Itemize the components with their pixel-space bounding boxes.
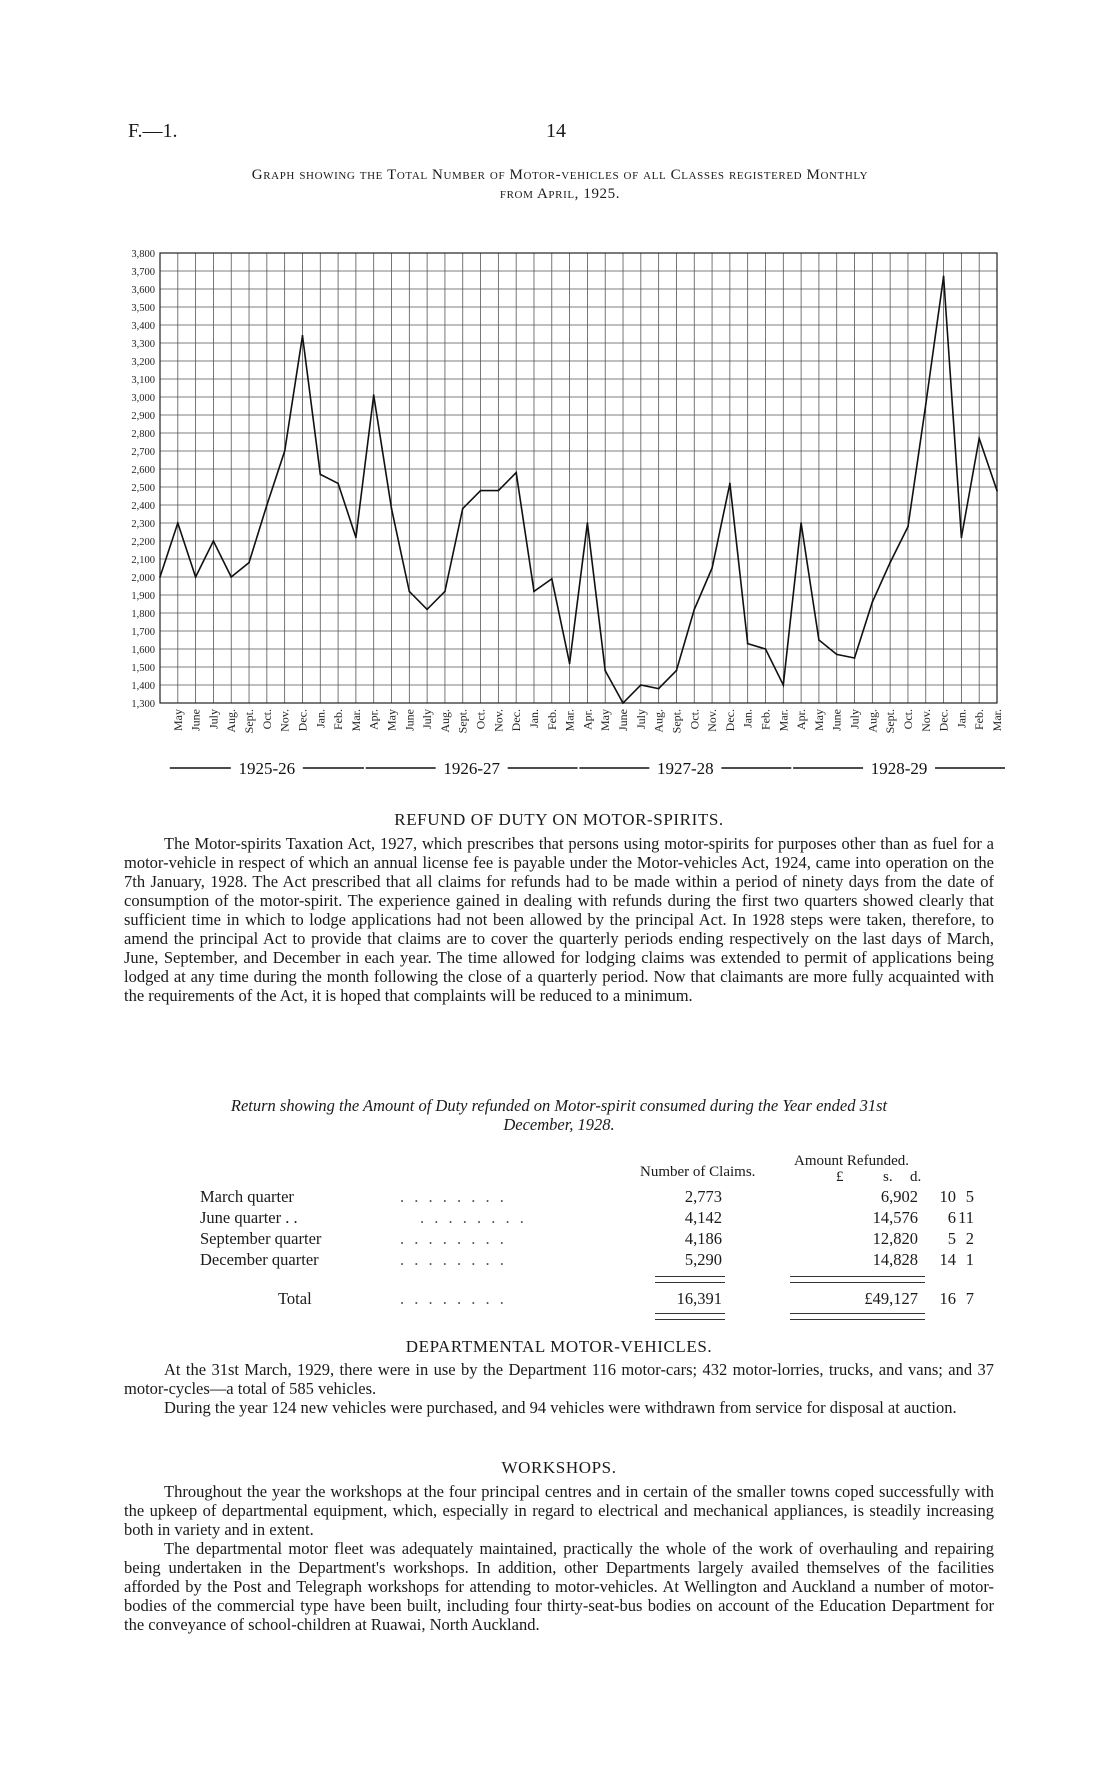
y-tick-label: 3,800 xyxy=(131,249,155,260)
x-tick-label: Mar. xyxy=(990,709,1004,732)
unit-shillings: s. xyxy=(883,1169,893,1185)
row-shillings: 14 xyxy=(939,1250,956,1269)
row-claims: 5,290 xyxy=(684,1250,722,1269)
refund-title: REFUND OF DUTY ON MOTOR-SPIRITS. xyxy=(394,810,724,829)
workshops-paragraph-1: Throughout the year the workshops at the four principal centres and in certain of the smaller towns coped successfully with the upkeep of departmental equipment, which, especially in regard to electrical and mechanical appliances, is steadily increasing both in variety and in extent. xyxy=(124,1482,994,1539)
x-tick-label: July xyxy=(633,709,648,730)
x-tick-label: Jan. xyxy=(313,709,328,728)
y-tick-label: 3,300 xyxy=(131,339,155,350)
x-tick-label: Feb. xyxy=(758,709,773,730)
return-caption-line-1: Return showing the Amount of Duty refunded on Motor-spirit consumed during the Year ended 31st xyxy=(230,1096,888,1115)
x-tick-label: Oct. xyxy=(259,709,274,730)
x-tick-label: Nov. xyxy=(705,709,720,732)
rule-below-total-claims xyxy=(655,1313,725,1320)
y-tick-label: 2,500 xyxy=(131,483,155,494)
total-row xyxy=(0,1288,1114,1309)
x-tick-label: July xyxy=(420,709,435,730)
x-tick-label: Dec. xyxy=(295,709,310,732)
y-tick-label: 3,700 xyxy=(131,267,155,278)
total-leader: . . . . . . . . xyxy=(400,1289,507,1308)
total-label: Total xyxy=(278,1289,312,1308)
y-tick-label: 2,200 xyxy=(131,537,155,548)
workshops-body xyxy=(124,1482,994,1634)
y-tick-label: 1,700 xyxy=(131,627,155,638)
row-leader: . . . . . . . . xyxy=(420,1208,527,1227)
y-tick-label: 1,300 xyxy=(131,699,155,710)
y-tick-label: 1,900 xyxy=(131,591,155,602)
row-pence: 2 xyxy=(965,1229,974,1248)
graph-title-line-2: from April, 1925. xyxy=(499,186,621,202)
row-pounds: 6,902 xyxy=(880,1187,918,1206)
x-tick-label: Nov. xyxy=(918,709,933,732)
page-number: 14 xyxy=(546,120,566,142)
x-tick-label: Oct. xyxy=(473,709,488,730)
x-tick-label: July xyxy=(206,709,221,730)
row-claims: 4,142 xyxy=(684,1208,722,1227)
row-label: December quarter xyxy=(200,1250,319,1269)
return-caption-line-2: December, 1928. xyxy=(503,1115,615,1134)
row-pounds: 14,828 xyxy=(872,1250,918,1269)
row-leader: . . . . . . . . xyxy=(400,1229,507,1248)
row-claims: 4,186 xyxy=(684,1229,722,1248)
x-tick-label: Sept. xyxy=(242,709,257,734)
y-tick-label: 3,100 xyxy=(131,375,155,386)
x-tick-label: May xyxy=(811,709,826,731)
total-pence: 7 xyxy=(965,1289,974,1308)
row-leader: . . . . . . . . xyxy=(400,1250,507,1269)
x-tick-label: Dec. xyxy=(722,709,737,732)
table-row xyxy=(0,1186,1114,1207)
y-tick-label: 3,500 xyxy=(131,303,155,314)
total-claims: 16,391 xyxy=(676,1289,722,1308)
y-tick-label: 3,400 xyxy=(131,321,155,332)
x-tick-label: May xyxy=(384,709,399,731)
x-tick-label: June xyxy=(616,709,631,731)
x-tick-label: Apr. xyxy=(580,709,595,730)
row-pounds: 14,576 xyxy=(872,1208,918,1227)
x-tick-label: Apr. xyxy=(794,709,809,730)
row-pence: 11 xyxy=(958,1208,974,1227)
x-tick-label: Aug. xyxy=(437,709,452,733)
x-tick-label: Aug. xyxy=(651,709,666,733)
col-header-claims: Number of Claims. xyxy=(640,1164,756,1180)
row-label: March quarter xyxy=(200,1187,294,1206)
y-tick-label: 2,100 xyxy=(131,555,155,566)
total-pounds: £49,127 xyxy=(864,1289,918,1308)
unit-pounds: £ xyxy=(836,1169,844,1185)
x-tick-label: July xyxy=(847,709,862,730)
y-tick-label: 1,500 xyxy=(131,663,155,674)
year-label: 1926-27 xyxy=(443,759,500,778)
x-tick-label: Nov. xyxy=(277,709,292,732)
y-tick-label: 2,300 xyxy=(131,519,155,530)
x-tick-label: Feb. xyxy=(544,709,559,730)
x-tick-label: Sept. xyxy=(883,709,898,734)
rule-above-total-amount xyxy=(790,1276,925,1283)
row-label: June quarter . . xyxy=(200,1208,298,1227)
x-tick-label: Dec. xyxy=(509,709,524,732)
x-tick-label: Feb. xyxy=(331,709,346,730)
departmental-body xyxy=(124,1360,994,1417)
y-tick-label: 1,600 xyxy=(131,645,155,656)
x-tick-label: June xyxy=(829,709,844,731)
y-tick-label: 3,000 xyxy=(131,393,155,404)
table-row xyxy=(0,1228,1114,1249)
departmental-paragraph-1: At the 31st March, 1929, there were in use by the Department 116 motor-cars; 432 motor-lorries, trucks, and vans; and 37 motor-cycles—a total of 585 vehicles. xyxy=(124,1360,994,1398)
x-tick-label: Jan. xyxy=(740,709,755,728)
year-label: 1925-26 xyxy=(238,759,296,778)
y-tick-label: 2,700 xyxy=(131,447,155,458)
x-tick-label: Mar. xyxy=(562,709,577,732)
x-tick-label: Aug. xyxy=(865,709,880,733)
y-tick-label: 2,400 xyxy=(131,501,155,512)
unit-pence: d. xyxy=(910,1169,922,1185)
y-tick-label: 2,000 xyxy=(131,573,155,584)
x-tick-label: Sept. xyxy=(455,709,470,734)
x-tick-label: Feb. xyxy=(972,709,987,730)
row-shillings: 5 xyxy=(947,1229,956,1248)
x-tick-label: May xyxy=(598,709,613,731)
workshops-paragraph-2: The departmental motor fleet was adequately maintained, practically the whole of the work of overhauling and repairing being undertaken in the Department's workshops. In addition, other Departments largely availed themselves of the facilities afforded by the Post and Telegraph workshops for attending to motor-vehicles. At Wellington and Auckland a number of motor-bodies of the commercial type have been built, including four thirty-seat-bus bodies on account of the Education Department for the conveyance of school-children at Ruawai, North Auckland. xyxy=(124,1539,994,1634)
x-tick-label: Mar. xyxy=(776,709,791,732)
y-tick-label: 1,800 xyxy=(131,609,155,620)
year-label: 1928-29 xyxy=(870,759,928,778)
y-tick-label: 2,600 xyxy=(131,465,155,476)
graph-title-line-1: Graph showing the Total Number of Motor-vehicles of all Classes registered Monthly xyxy=(251,167,869,183)
y-tick-label: 2,800 xyxy=(131,429,155,440)
x-tick-label: Nov. xyxy=(491,709,506,732)
row-pence: 1 xyxy=(965,1250,974,1269)
rule-below-total-amount xyxy=(790,1313,925,1320)
row-pence: 5 xyxy=(965,1187,974,1206)
y-tick-label: 3,200 xyxy=(131,357,155,368)
x-tick-label: Jan. xyxy=(526,709,541,728)
row-shillings: 6 xyxy=(947,1208,956,1227)
x-tick-label: Dec. xyxy=(936,709,951,732)
refund-paragraph: The Motor-spirits Taxation Act, 1927, which prescribes that persons using motor-spirits for purposes other than as fuel for a motor-vehicle in respect of which an annual license fee is payable under the Motor-vehicles Act, 1924, came into operation on the 7th January, 1928. The Act prescribed that all claims for refunds had to be made within a period of ninety days from the date of consumption of the motor-spirit. The experience gained in dealing with refunds during the first two quarters showed clearly that sufficient time in which to lodge applications had not been allowed by the principal Act. In 1928 steps were taken, therefore, to amend the principal Act to provide that claims are to cover the quarterly periods ending respectively on the last days of March, June, September, and December in each year. The time allowed for lodging claims was extended to permit of applications being lodged at any time during the month following the close of a quarterly period. Now that claimants are more fully acquainted with the requirements of the Act, it is hoped that complaints will be reduced to a minimum. xyxy=(124,834,994,1005)
departmental-title: DEPARTMENTAL MOTOR-VEHICLES. xyxy=(405,1337,713,1356)
y-tick-label: 3,600 xyxy=(131,285,155,296)
x-tick-label: Sept. xyxy=(669,709,684,734)
row-pounds: 12,820 xyxy=(872,1229,918,1248)
x-tick-label: June xyxy=(402,709,417,731)
col-header-amount: Amount Refunded. xyxy=(794,1153,909,1169)
table-row xyxy=(0,1207,1114,1228)
rule-above-total-claims xyxy=(655,1276,725,1283)
x-tick-label: Aug. xyxy=(224,709,239,733)
row-label: September quarter xyxy=(200,1229,322,1248)
x-tick-label: June xyxy=(188,709,203,731)
table-row xyxy=(0,1249,1114,1270)
page-reference: F.—1. xyxy=(128,120,178,142)
row-leader: . . . . . . . . xyxy=(400,1187,507,1206)
x-tick-label: May xyxy=(170,709,185,731)
row-shillings: 10 xyxy=(939,1187,956,1206)
y-tick-label: 1,400 xyxy=(131,681,155,692)
x-tick-label: Jan. xyxy=(954,709,969,728)
x-tick-label: Mar. xyxy=(348,709,363,732)
y-tick-label: 2,900 xyxy=(131,411,155,422)
departmental-paragraph-2: During the year 124 new vehicles were purchased, and 94 vehicles were withdrawn from service for disposal at auction. xyxy=(164,1398,957,1417)
x-tick-label: Oct. xyxy=(687,709,702,730)
total-shillings: 16 xyxy=(939,1289,956,1308)
x-tick-label: Oct. xyxy=(900,709,915,730)
x-tick-label: Apr. xyxy=(366,709,381,730)
workshops-title: WORKSHOPS. xyxy=(501,1458,617,1477)
year-label: 1927-28 xyxy=(657,759,714,778)
row-claims: 2,773 xyxy=(684,1187,722,1206)
